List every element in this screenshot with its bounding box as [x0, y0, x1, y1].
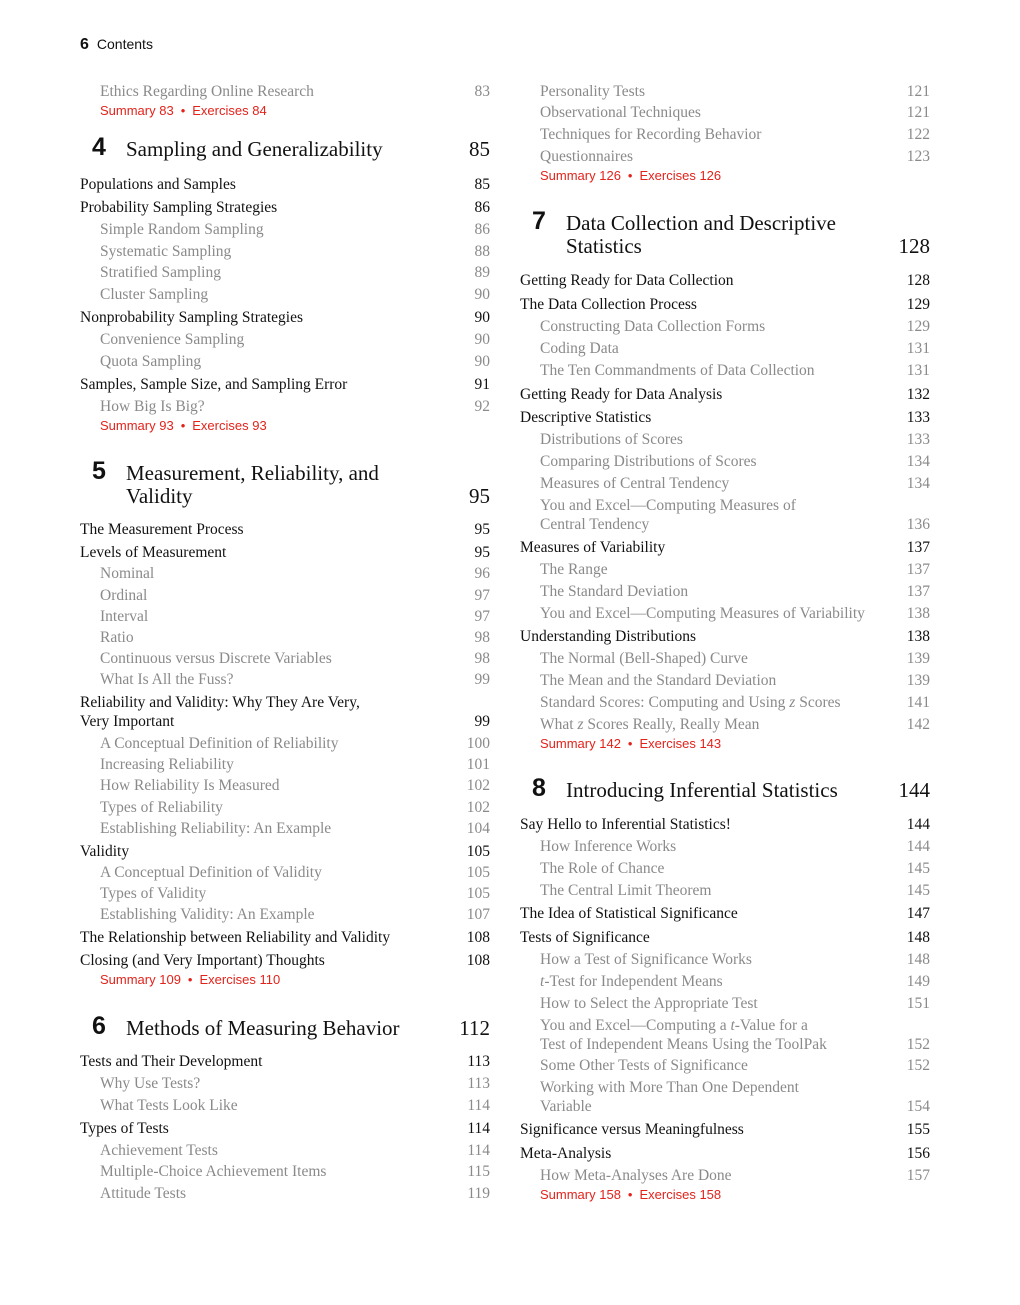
toc-entry[interactable]: You and Excel—Computing a t-Value for a Test of Independent Means Using the ToolPak 152: [540, 1017, 930, 1053]
toc-entry[interactable]: Interval 97: [100, 608, 490, 625]
chapter-heading[interactable]: 7 Data Collection and Descriptive Statistics 128: [532, 207, 930, 258]
toc-entry[interactable]: Populations and Samples 85: [80, 176, 490, 193]
toc-entry[interactable]: Meta-Analysis 156: [520, 1145, 930, 1162]
exercises-link[interactable]: Exercises 84: [192, 103, 267, 118]
exercises-link[interactable]: Exercises 126: [639, 168, 722, 183]
chapter-heading[interactable]: 8 Introducing Inferential Statistics 144: [532, 774, 930, 802]
toc-entry[interactable]: The Idea of Statistical Significance 147: [520, 905, 930, 922]
toc-entry[interactable]: Some Other Tests of Significance 152: [540, 1057, 930, 1074]
toc-entry[interactable]: Personality Tests 121: [540, 83, 930, 100]
running-title: Contents: [96, 36, 153, 52]
chapter-heading[interactable]: 4 Sampling and Generalizability 85: [92, 133, 490, 161]
toc-entry[interactable]: Cluster Sampling 90: [100, 286, 490, 303]
toc-entry[interactable]: Nominal 96: [100, 565, 490, 582]
toc-entry[interactable]: Significance versus Meaningfulness 155: [520, 1121, 930, 1138]
summary-exercises-line: Summary 109 • Exercises 110: [100, 972, 281, 987]
toc-entry[interactable]: Getting Ready for Data Analysis 132: [520, 386, 930, 403]
toc-entry[interactable]: How to Select the Appropriate Test 151: [540, 995, 930, 1012]
toc-entry[interactable]: What Tests Look Like 114: [100, 1097, 490, 1114]
summary-link[interactable]: Summary 126: [540, 168, 621, 183]
toc-entry[interactable]: Ratio 98: [100, 629, 490, 646]
running-header: [80, 36, 153, 54]
toc-entry[interactable]: Understanding Distributions 138: [520, 628, 930, 645]
toc-entry[interactable]: Continuous versus Discrete Variables 98: [100, 650, 490, 667]
toc-entry[interactable]: Coding Data 131: [540, 340, 930, 357]
toc-entry[interactable]: The Central Limit Theorem 145: [540, 882, 930, 899]
summary-link[interactable]: Summary 158: [540, 1187, 621, 1202]
chapter-heading[interactable]: 6 Methods of Measuring Behavior 112: [92, 1012, 490, 1040]
toc-entry[interactable]: Establishing Reliability: An Example 104: [100, 820, 490, 837]
toc-entry[interactable]: A Conceptual Definition of Validity 105: [100, 864, 490, 881]
toc-entry[interactable]: The Data Collection Process 129: [520, 296, 930, 313]
toc-entry[interactable]: Systematic Sampling 88: [100, 243, 490, 260]
toc-entry[interactable]: Observational Techniques 121: [540, 104, 930, 121]
toc-entry[interactable]: Levels of Measurement 95: [80, 544, 490, 561]
toc-entry[interactable]: How Big Is Big? 92: [100, 398, 490, 415]
toc-entry[interactable]: Simple Random Sampling 86: [100, 221, 490, 238]
toc-entry[interactable]: Measures of Central Tendency 134: [540, 475, 930, 492]
toc-entry[interactable]: Questionnaires 123: [540, 148, 930, 165]
summary-link[interactable]: Summary 83: [100, 103, 174, 118]
toc-entry[interactable]: You and Excel—Computing Measures of Central Tendency 136: [540, 497, 930, 533]
toc-entry[interactable]: How Reliability Is Measured 102: [100, 777, 490, 794]
toc-entry[interactable]: The Ten Commandments of Data Collection 131: [540, 362, 930, 379]
toc-entry[interactable]: The Relationship between Reliability and Validity 108: [80, 929, 490, 946]
chapter-heading[interactable]: 5 Measurement, Reliability, and Validity 95: [92, 457, 490, 508]
summary-link[interactable]: Summary 93: [100, 418, 174, 433]
toc-entry[interactable]: Distributions of Scores 133: [540, 431, 930, 448]
toc-entry[interactable]: Validity 105: [80, 843, 490, 860]
toc-entry[interactable]: Tests of Significance 148: [520, 929, 930, 946]
summary-exercises-line: Summary 93 • Exercises 93: [100, 418, 267, 433]
toc-entry[interactable]: Types of Validity 105: [100, 885, 490, 902]
toc-entry[interactable]: Comparing Distributions of Scores 134: [540, 453, 930, 470]
toc-entry[interactable]: How a Test of Significance Works 148: [540, 951, 930, 968]
summary-exercises-line: Summary 83 • Exercises 84: [100, 103, 267, 118]
summary-link[interactable]: Summary 142: [540, 736, 621, 751]
toc-entry[interactable]: How Meta-Analyses Are Done 157: [540, 1167, 930, 1184]
exercises-link[interactable]: Exercises 158: [639, 1187, 722, 1202]
toc-entry[interactable]: Types of Tests 114: [80, 1120, 490, 1137]
toc-entry[interactable]: Stratified Sampling 89: [100, 264, 490, 281]
toc-entry[interactable]: Say Hello to Inferential Statistics! 144: [520, 816, 930, 833]
summary-link[interactable]: Summary 109: [100, 972, 181, 987]
toc-entry[interactable]: Nonprobability Sampling Strategies 90: [80, 309, 490, 326]
toc-entry[interactable]: Convenience Sampling 90: [100, 331, 490, 348]
toc-entry[interactable]: You and Excel—Computing Measures of Variability 138: [540, 605, 930, 622]
toc-entry[interactable]: How Inference Works 144: [540, 838, 930, 855]
toc-entry[interactable]: t-Test for Independent Means 149: [540, 973, 930, 990]
toc-entry[interactable]: Increasing Reliability 101: [100, 756, 490, 773]
toc-entry[interactable]: Probability Sampling Strategies 86: [80, 199, 490, 216]
exercises-link[interactable]: Exercises 93: [192, 418, 267, 433]
toc-entry[interactable]: Closing (and Very Important) Thoughts 108: [80, 952, 490, 969]
toc-entry[interactable]: Techniques for Recording Behavior 122: [540, 126, 930, 143]
toc-entry[interactable]: Tests and Their Development 113: [80, 1053, 490, 1070]
toc-entry[interactable]: Ethics Regarding Online Research 83: [100, 83, 490, 100]
toc-entry[interactable]: Getting Ready for Data Collection 128: [520, 272, 930, 289]
summary-exercises-line: Summary 158 • Exercises 158: [540, 1187, 722, 1202]
toc-entry[interactable]: Attitude Tests 119: [100, 1185, 490, 1202]
toc-entry[interactable]: The Range 137: [540, 561, 930, 578]
toc-entry[interactable]: Descriptive Statistics 133: [520, 409, 930, 426]
toc-entry[interactable]: Reliability and Validity: Why They Are Very, Very Important 99: [80, 694, 490, 730]
toc-entry[interactable]: The Standard Deviation 137: [540, 583, 930, 600]
toc-entry[interactable]: Measures of Variability 137: [520, 539, 930, 556]
exercises-link[interactable]: Exercises 110: [199, 972, 281, 987]
toc-entry[interactable]: Working with More Than One Dependent Variable 154: [540, 1079, 930, 1115]
toc-entry[interactable]: What Is All the Fuss? 99: [100, 671, 490, 688]
toc-entry[interactable]: Types of Reliability 102: [100, 799, 490, 816]
toc-entry[interactable]: Why Use Tests? 113: [100, 1075, 490, 1092]
summary-exercises-line: Summary 126 • Exercises 126: [540, 168, 722, 183]
toc-entry[interactable]: Standard Scores: Computing and Using z Scores 141: [540, 694, 930, 711]
exercises-link[interactable]: Exercises 143: [639, 736, 722, 751]
toc-entry[interactable]: Constructing Data Collection Forms 129: [540, 318, 930, 335]
toc-entry[interactable]: What z Scores Really, Really Mean 142: [540, 716, 930, 733]
toc-entry[interactable]: Multiple-Choice Achievement Items 115: [100, 1163, 490, 1180]
summary-exercises-line: Summary 142 • Exercises 143: [540, 736, 722, 751]
toc-entry[interactable]: Establishing Validity: An Example 107: [100, 906, 490, 923]
toc-entry[interactable]: The Mean and the Standard Deviation 139: [540, 672, 930, 689]
page-number: 6: [80, 36, 89, 53]
toc-entry[interactable]: Achievement Tests 114: [100, 1142, 490, 1159]
toc-entry[interactable]: The Normal (Bell-Shaped) Curve 139: [540, 650, 930, 667]
toc-entry[interactable]: Samples, Sample Size, and Sampling Error 91: [80, 376, 490, 393]
toc-entry[interactable]: The Role of Chance 145: [540, 860, 930, 877]
toc-entry[interactable]: The Measurement Process 95: [80, 521, 490, 538]
toc-entry[interactable]: A Conceptual Definition of Reliability 100: [100, 735, 490, 752]
toc-entry[interactable]: Quota Sampling 90: [100, 353, 490, 370]
toc-entry[interactable]: Ordinal 97: [100, 587, 490, 604]
